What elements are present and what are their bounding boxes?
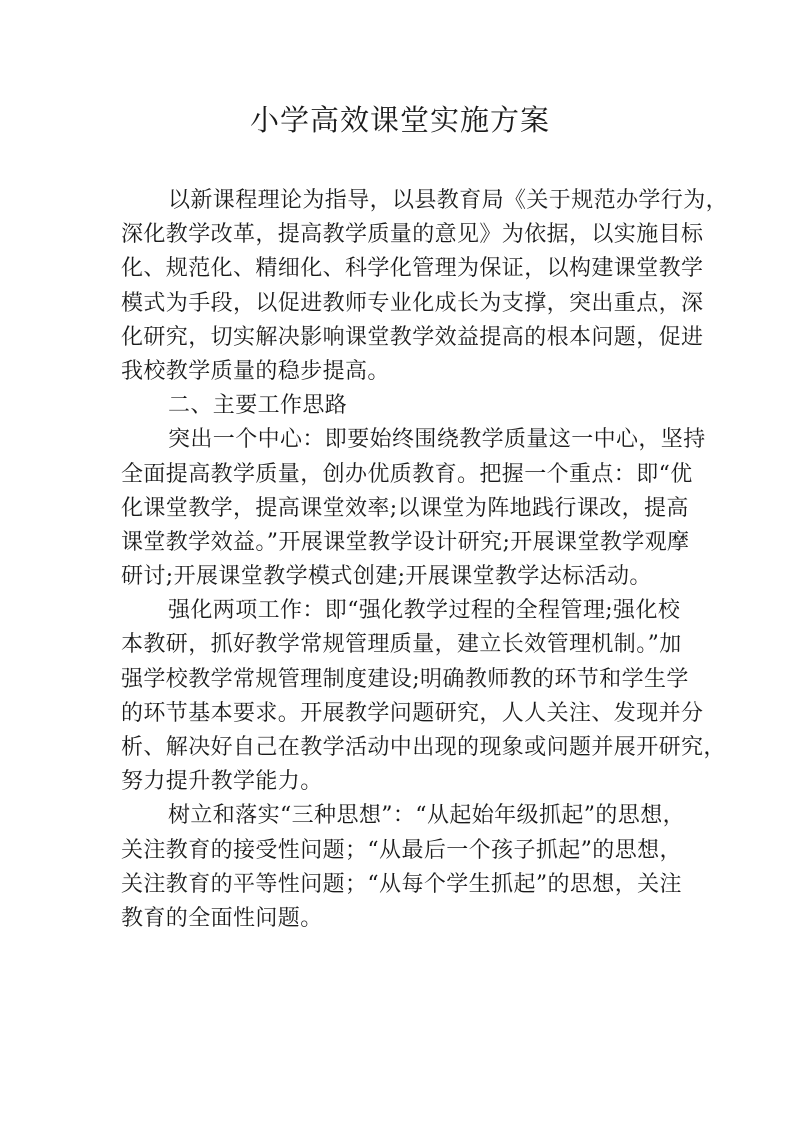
text-line: 的环节基本要求。开展教学问题研究，人人关注、发现并分 bbox=[121, 700, 704, 726]
text-line: 课堂教学效益。”开展课堂教学设计研究;开展课堂教学观摩 bbox=[121, 529, 690, 555]
text-line: 关注教育的接受性问题；“从最后一个孩子抓起”的思想， bbox=[121, 837, 682, 863]
text-line: 析、解决好自己在教学活动中出现的现象或问题并展开研究， bbox=[121, 735, 726, 760]
text-line: 化研究，切实解决影响课堂教学效益提高的根本问题，促进 bbox=[121, 324, 704, 350]
section-heading-text: 二、主要工作思路 bbox=[168, 393, 348, 419]
text-line: 以新课程理论为指导，以县教育局《关于规范办学行为， bbox=[168, 188, 729, 213]
document-title: 小学高效课堂实施方案 bbox=[249, 103, 550, 137]
text-line: 全面提高教学质量，创办优质教育。把握一个重点：即“优 bbox=[121, 461, 693, 487]
three-ideas-paragraph bbox=[121, 799, 686, 936]
text-line: 我校教学质量的稳步提高。 bbox=[121, 358, 390, 384]
text-line: 化课堂教学，提高课堂效率;以课堂为阵地践行课改，提高 bbox=[121, 495, 689, 521]
center-focus-paragraph bbox=[121, 423, 706, 594]
text-line: 努力提升教学能力。 bbox=[121, 769, 323, 795]
text-line: 深化教学改革，提高教学质量的意见》为依据，以实施目标 bbox=[121, 222, 704, 248]
text-line: 化、规范化、精细化、科学化管理为保证，以构建课堂教学 bbox=[121, 256, 704, 282]
text-line: 强学校教学常规管理制度建设;明确教师教的环节和学生学 bbox=[121, 666, 689, 692]
text-line: 树立和落实“三种思想”：“从起始年级抓起”的思想， bbox=[168, 803, 685, 829]
section-heading bbox=[121, 389, 686, 423]
text-line: 关注教育的平等性问题；“从每个学生抓起”的思想，关注 bbox=[121, 871, 682, 897]
text-line: 本教研，抓好教学常规管理质量，建立长效管理机制。”加 bbox=[121, 632, 682, 658]
two-tasks-paragraph bbox=[121, 594, 726, 799]
text-line: 研讨;开展课堂教学模式创建;开展课堂教学达标活动。 bbox=[121, 564, 652, 590]
document-body bbox=[121, 184, 729, 936]
text-line: 模式为手段，以促进教师专业化成长为支撑，突出重点，深 bbox=[121, 290, 704, 316]
intro-paragraph bbox=[121, 184, 729, 389]
text-line: 突出一个中心：即要始终围绕教学质量这一中心，坚持 bbox=[168, 427, 706, 453]
text-line: 强化两项工作：即“强化教学过程的全程管理;强化校 bbox=[168, 598, 681, 624]
text-line: 教育的全面性问题。 bbox=[121, 905, 323, 931]
